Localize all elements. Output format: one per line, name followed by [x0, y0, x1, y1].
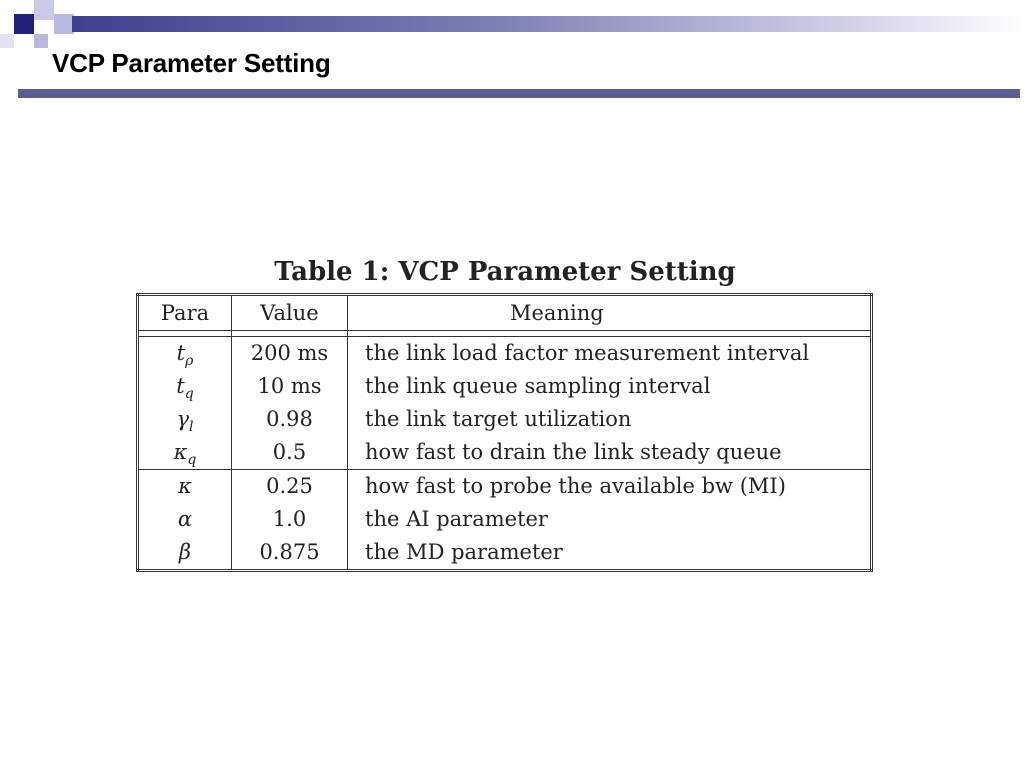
meaning-cell: how fast to probe the available bw (MI)	[348, 470, 872, 504]
meaning-cell: the AI parameter	[348, 503, 872, 536]
value-cell: 200 ms	[232, 337, 348, 371]
header-gradient-bar	[72, 16, 1024, 32]
table-row	[138, 370, 872, 403]
meaning-cell: the MD parameter	[348, 536, 872, 571]
parameter-table	[136, 293, 873, 572]
value-cell: 1.0	[232, 503, 348, 536]
para-cell: $\gamma_l$	[138, 403, 232, 436]
meaning-cell: the link load factor measurement interval	[348, 337, 872, 371]
table-header-row	[138, 295, 872, 331]
value-cell: 0.98	[232, 403, 348, 436]
table-row	[138, 503, 872, 536]
para-cell: α	[138, 503, 232, 536]
para-cell: κ	[138, 470, 232, 504]
column-header-meaning: Meaning	[348, 295, 872, 331]
para-cell: β	[138, 536, 232, 571]
decorative-square	[0, 34, 14, 48]
decorative-square	[14, 14, 34, 34]
value-cell: 0.5	[232, 436, 348, 470]
table-row	[138, 337, 872, 371]
meaning-cell: the link queue sampling interval	[348, 370, 872, 403]
column-header-value: Value	[232, 295, 348, 331]
table-row	[138, 536, 872, 571]
para-cell: $t_q$	[138, 370, 232, 403]
decorative-square	[34, 0, 54, 20]
para-cell: $\kappa_q$	[138, 436, 232, 470]
table-row	[138, 436, 872, 470]
title-underline-rule	[18, 89, 1020, 98]
table-row	[138, 403, 872, 436]
value-cell: 0.875	[232, 536, 348, 571]
meaning-cell: the link target utilization	[348, 403, 872, 436]
decorative-square	[34, 34, 48, 48]
column-header-para: Para	[138, 295, 232, 331]
value-cell: 0.25	[232, 470, 348, 504]
meaning-cell: how fast to drain the link steady queue	[348, 436, 872, 470]
table-caption: Table 1: VCP Parameter Setting	[274, 257, 736, 287]
decorative-square	[54, 14, 74, 34]
para-cell: $t_\rho$	[138, 337, 232, 371]
slide-title: VCP Parameter Setting	[52, 48, 331, 78]
value-cell: 10 ms	[232, 370, 348, 403]
table-row	[138, 470, 872, 504]
